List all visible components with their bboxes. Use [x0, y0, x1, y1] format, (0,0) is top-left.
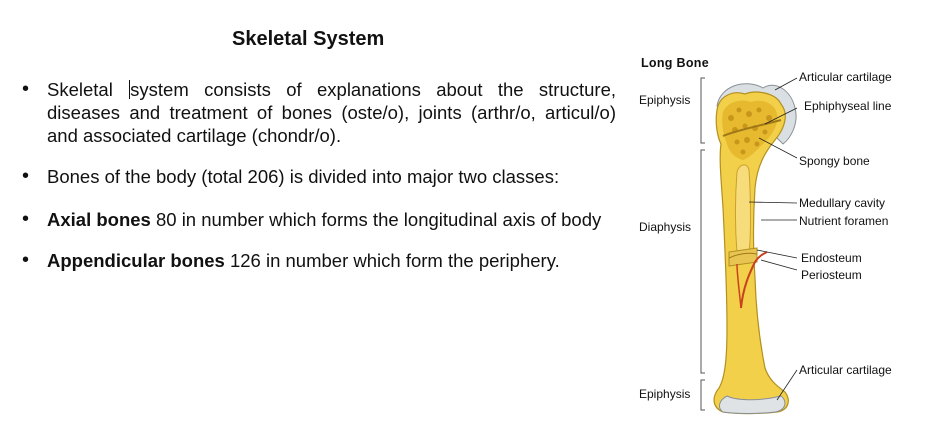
label-endosteum: Endosteum [801, 251, 862, 265]
label-diaphysis: Diaphysis [639, 220, 692, 234]
bullet-text: Skeletal [47, 79, 129, 100]
medullary-cavity-mark [736, 165, 751, 253]
bullet-list [22, 78, 616, 290]
label-epiphysis-bottom: Epiphysis [639, 387, 691, 401]
label-articular-cartilage-top: Articular cartilage [799, 70, 892, 84]
bullet-item [22, 78, 616, 147]
long-bone-figure [625, 48, 925, 444]
label-epiphysis-top: Epiphysis [639, 93, 691, 107]
figure-title: Long Bone [641, 56, 709, 70]
bullet-text: system consists of explanations about the structure, diseases and treatment of bones (oste/o), joints (arthr/o, articul/o) and associated cartilage (chondr/o). [47, 79, 616, 146]
slide-title: Skeletal System [232, 28, 385, 50]
label-epiphyseal-line: Ephiphyseal line [804, 99, 892, 113]
label-medullary-cavity: Medullary cavity [799, 196, 886, 210]
bullet-text: 126 in number which form the periphery. [224, 250, 560, 271]
label-articular-cartilage-bottom: Articular cartilage [799, 363, 892, 377]
bracket-epiphysis-bottom [701, 380, 705, 410]
bullet-term: Appendicular bones [47, 250, 225, 271]
spongy-bone-top [722, 100, 777, 160]
bullet-term: Axial bones [47, 209, 151, 230]
bracket-diaphysis [701, 150, 705, 373]
label-nutrient-foramen: Nutrient foramen [799, 214, 889, 228]
label-spongy-bone: Spongy bone [799, 154, 870, 168]
bullet-item [22, 165, 616, 188]
bullet-text: 80 in number which forms the longitudinal axis of body [150, 209, 602, 230]
bullet-text: Bones of the body (total 206) is divided into major two classes: [47, 166, 560, 187]
bullet-item [22, 208, 616, 231]
bullet-item [22, 249, 616, 272]
label-periosteum: Periosteum [801, 268, 862, 282]
bracket-epiphysis-top [701, 78, 705, 143]
